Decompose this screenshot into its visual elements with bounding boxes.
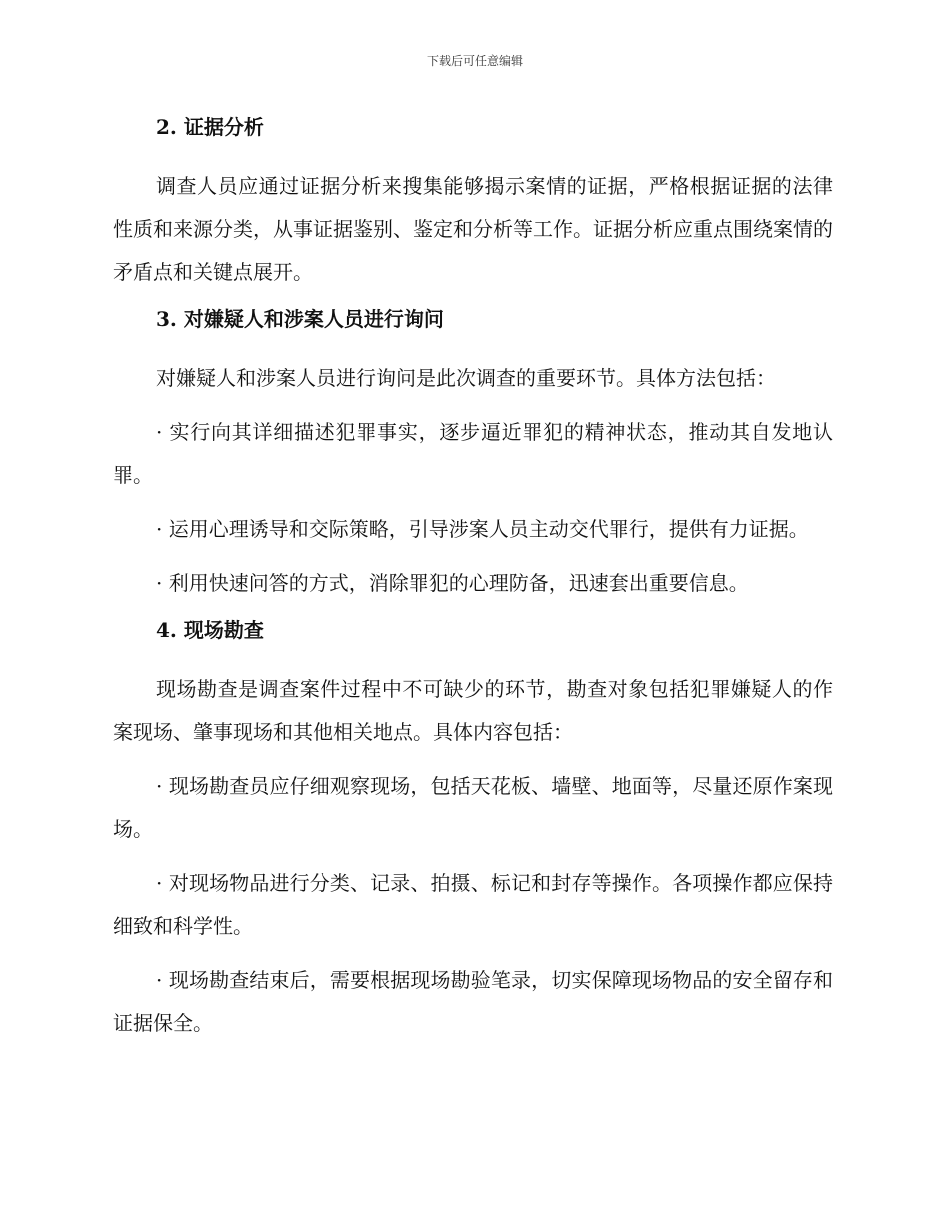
bullet-item: · 现场勘查结束后，需要根据现场勘验笔录，切实保障现场物品的安全留存和证据保全。: [113, 968, 833, 1035]
section-heading: 2. 证据分析: [156, 115, 264, 139]
section-evidence-analysis: [113, 113, 833, 294]
document-body: [113, 113, 833, 1056]
page-header: 下载后可任意编辑: [426, 54, 523, 68]
bullet-item: · 对现场物品进行分类、记录、拍摄、标记和封存等操作。各项操作都应保持细致和科学性。: [113, 871, 833, 938]
paragraph: 对嫌疑人和涉案人员进行询问是此次调查的重要环节。具体方法包括：: [156, 366, 776, 390]
section-interrogation: [113, 305, 833, 605]
section-heading: 4. 现场勘查: [156, 618, 264, 642]
section-site-investigation: [113, 616, 833, 1045]
paragraph: 调查人员应通过证据分析来搜集能够揭示案情的证据，严格根据证据的法律性质和来源分类，从事证据鉴别、鉴定和分析等工作。证据分析应重点围绕案情的矛盾点和关键点展开。: [113, 174, 833, 284]
bullet-item: · 利用快速问答的方式，消除罪犯的心理防备，迅速套出重要信息。: [156, 571, 749, 595]
bullet-item: · 实行向其详细描述犯罪事实，逐步逼近罪犯的精神状态，推动其自发地认罪。: [113, 420, 833, 487]
paragraph: 现场勘查是调查案件过程中不可缺少的环节，勘查对象包括犯罪嫌疑人的作案现场、肇事现场和其他相关地点。具体内容包括：: [113, 677, 833, 744]
bullet-item: · 现场勘查员应仔细观察现场，包括天花板、墙壁、地面等，尽量还原作案现场。: [113, 774, 833, 841]
section-heading: 3. 对嫌疑人和涉案人员进行询问: [156, 307, 444, 331]
bullet-item: · 运用心理诱导和交际策略，引导涉案人员主动交代罪行，提供有力证据。: [156, 517, 809, 541]
